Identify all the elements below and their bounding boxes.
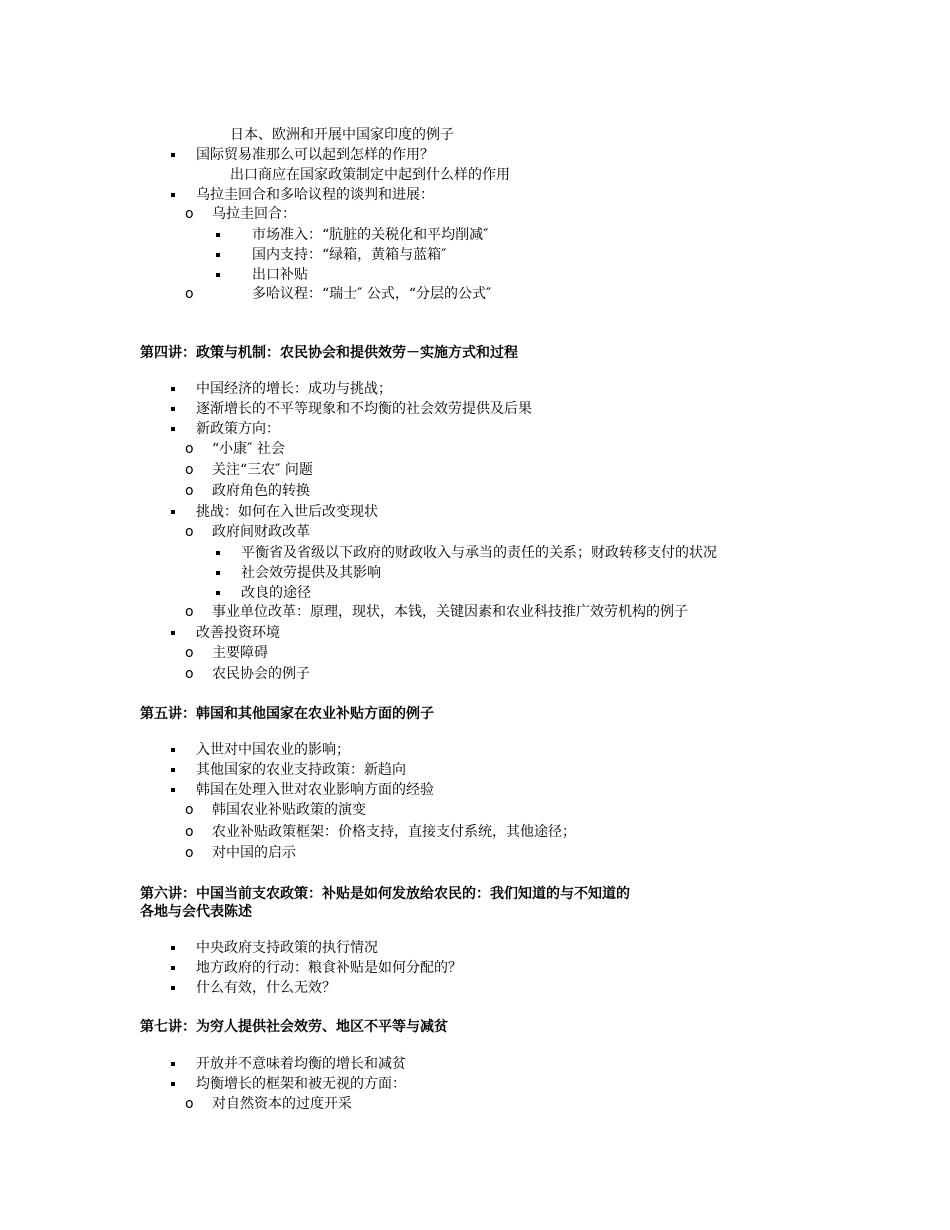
circle-bullet-icon: o (185, 441, 194, 457)
square-bullet-icon (171, 1082, 175, 1086)
list-item: 农民协会的例子 (212, 666, 310, 682)
text-line: 出口商应在国家政策制定中起到什么样的作用 (230, 167, 510, 183)
list-item: 社会效劳提供及其影响 (241, 565, 381, 581)
section-heading-lecture-6: 第六讲：中国当前支农政策：补贴是如何发放给农民的：我们知道的与不知道的 (140, 886, 630, 902)
circle-bullet-icon: o (185, 604, 194, 620)
list-item: 对中国的启示 (212, 845, 296, 861)
list-item: 改善投资环境 (196, 625, 280, 641)
list-item: 挑战：如何在入世后改变现状 (196, 504, 378, 520)
list-item: 事业单位改革：原理，现状，本钱，关键因素和农业科技推广效劳机构的例子 (212, 604, 688, 620)
text-line: 日本、欧洲和开展中国家印度的例子 (230, 127, 454, 143)
list-item: 逐渐增长的不平等现象和不均衡的社会效劳提供及后果 (196, 401, 532, 417)
circle-bullet-icon: o (185, 845, 194, 861)
list-item: 中国经济的增长：成功与挑战； (196, 381, 392, 397)
circle-bullet-icon: o (185, 286, 194, 302)
list-item: 改良的途径 (241, 585, 311, 601)
square-bullet-icon (171, 966, 175, 970)
list-item: 关注“三农″ 问题 (212, 462, 313, 478)
section-heading-lecture-6-subtitle: 各地与会代表陈述 (140, 904, 252, 920)
list-item: 中央政府支持政策的执行情况 (196, 940, 378, 956)
square-bullet-icon (171, 631, 175, 635)
square-bullet-icon (171, 407, 175, 411)
list-item: “小康″ 社会 (212, 441, 285, 457)
section-heading-lecture-4: 第四讲：政策与机制：农民协会和提供效劳－实施方式和过程 (140, 345, 518, 361)
list-item: 国内支持：“绿箱，黄箱与蓝箱″ (252, 247, 447, 263)
section-heading-lecture-7: 第七讲：为穷人提供社会效劳、地区不平等与减贫 (140, 1019, 448, 1035)
square-bullet-icon (216, 253, 220, 257)
list-item: 平衡省及省级以下政府的财政收入与承当的责任的关系；财政转移支付的状况 (241, 545, 717, 561)
square-bullet-icon (216, 233, 220, 237)
square-bullet-icon (171, 788, 175, 792)
section-heading-lecture-5: 第五讲：韩国和其他国家在农业补贴方面的例子 (140, 706, 434, 722)
list-item: 市场准入：“肮脏的关税化和平均削减″ (252, 227, 489, 243)
list-item: 政府角色的转换 (212, 483, 310, 499)
circle-bullet-icon: o (185, 645, 194, 661)
square-bullet-icon (216, 551, 220, 555)
list-item: 国际贸易准那么可以起到怎样的作用？ (196, 147, 434, 163)
square-bullet-icon (216, 273, 220, 277)
list-item: 新政策方向： (196, 421, 280, 437)
circle-bullet-icon: o (185, 524, 194, 540)
circle-bullet-icon: o (185, 666, 194, 682)
square-bullet-icon (171, 153, 175, 157)
square-bullet-icon (171, 193, 175, 197)
square-bullet-icon (171, 387, 175, 391)
list-item: 对自然资本的过度开采 (212, 1096, 352, 1112)
circle-bullet-icon: o (185, 483, 194, 499)
list-item: 乌拉圭回合和多哈议程的谈判和进展： (196, 187, 434, 203)
list-item: 韩国农业补贴政策的演变 (212, 802, 366, 818)
list-item: 农业补贴政策框架：价格支持，直接支付系统，其他途径； (212, 824, 576, 840)
square-bullet-icon (171, 510, 175, 514)
square-bullet-icon (171, 946, 175, 950)
square-bullet-icon (216, 591, 220, 595)
list-item: 韩国在处理入世对农业影响方面的经验 (196, 782, 434, 798)
circle-bullet-icon: o (185, 1096, 194, 1112)
square-bullet-icon (171, 1062, 175, 1066)
list-item: 主要障碍 (212, 645, 268, 661)
square-bullet-icon (171, 986, 175, 990)
square-bullet-icon (171, 748, 175, 752)
list-item: 出口补贴 (252, 267, 308, 283)
list-item: 其他国家的农业支持政策：新趋向 (196, 762, 406, 778)
square-bullet-icon (171, 427, 175, 431)
list-item: 入世对中国农业的影响； (196, 742, 350, 758)
list-item: 什么有效，什么无效？ (196, 980, 336, 996)
circle-bullet-icon: o (185, 206, 194, 222)
circle-bullet-icon: o (185, 802, 194, 818)
list-item: 政府间财政改革 (212, 524, 310, 540)
list-item: 乌拉圭回合： (212, 206, 296, 222)
list-item: 开放并不意味着均衡的增长和减贫 (196, 1056, 406, 1072)
list-item: 多哈议程：“瑞士″ 公式，“分层的公式″ (252, 286, 492, 302)
circle-bullet-icon: o (185, 824, 194, 840)
square-bullet-icon (171, 768, 175, 772)
square-bullet-icon (216, 571, 220, 575)
list-item: 均衡增长的框架和被无视的方面： (196, 1076, 406, 1092)
circle-bullet-icon: o (185, 462, 194, 478)
list-item: 地方政府的行动：粮食补贴是如何分配的？ (196, 960, 462, 976)
